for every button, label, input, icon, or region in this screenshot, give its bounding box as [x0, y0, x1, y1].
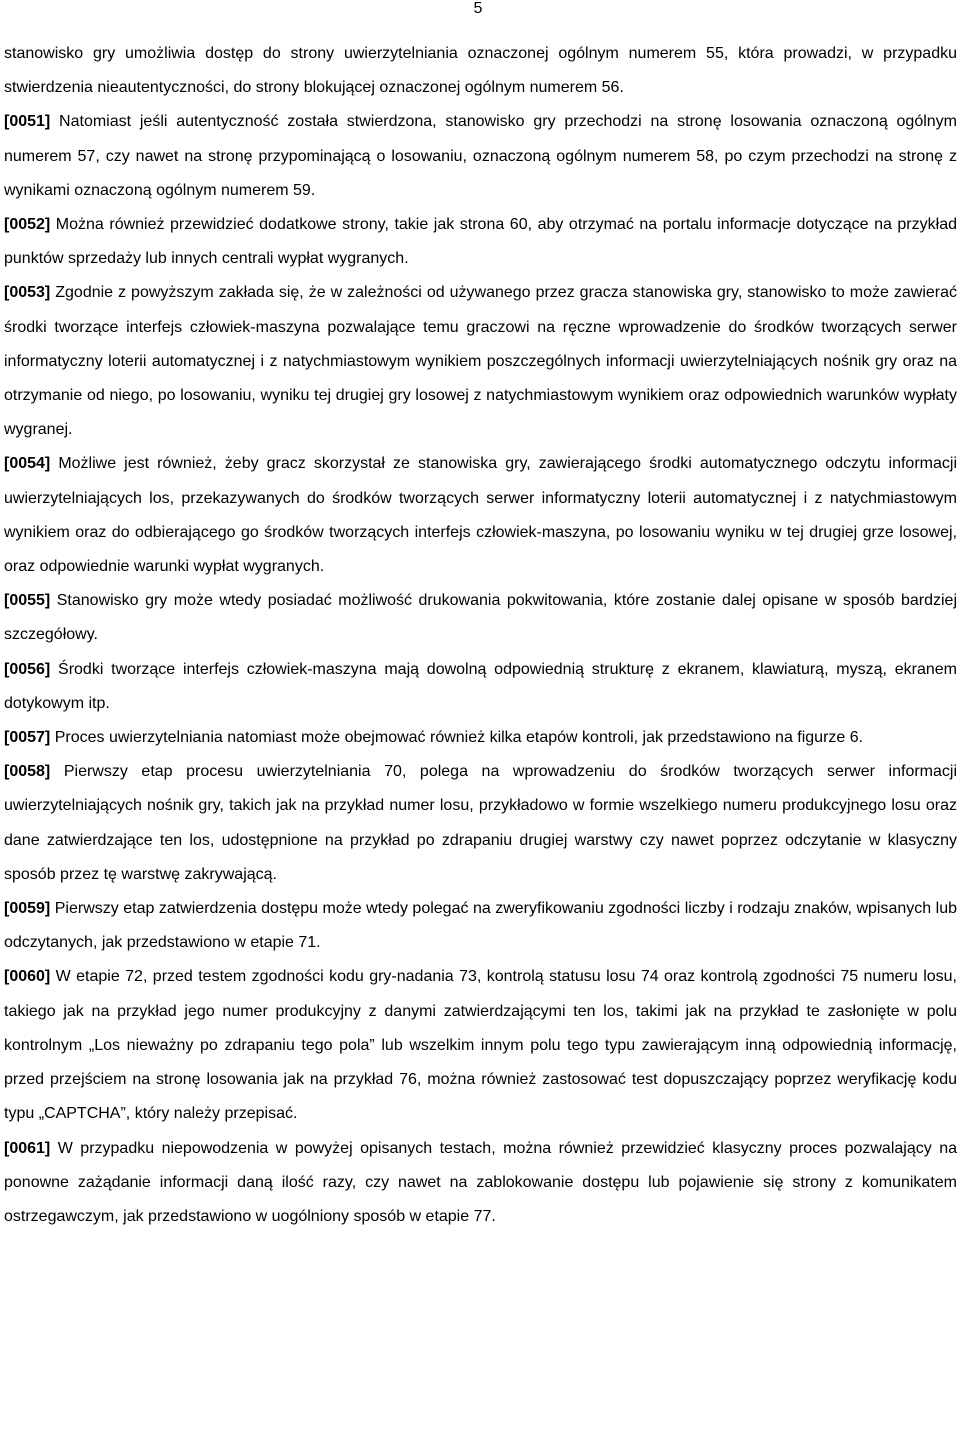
- page-number: [0, 0, 960, 18]
- paragraph-0054: [4, 447, 957, 584]
- paragraph-continuation: [4, 37, 957, 105]
- paragraph-text: Można również przewidzieć dodatkowe strony, takie jak strona 60, aby otrzymać na portalu informacje dotyczące na przykład punktów sprzedaży lub innych centrali wypłat wygranych.: [4, 216, 957, 268]
- paragraph-0056: [4, 653, 957, 721]
- paragraph-text: Pierwszy etap procesu uwierzytelniania 70, polega na wprowadzeniu do środków tworzących serwer informacji uwierzytelniających nośnik gry, takich jak na przykład numer losu, przykładowo w formie wszelkiego numeru produkcyjnego losu oraz dane zatwierdzające ten los, udostępnione na przykład po zdrapaniu drugiej warstwy czy nawet poprzez odczytanie w klasyczny sposób przez tę warstwę zakrywającą.: [4, 763, 958, 883]
- paragraph-0055: [4, 584, 957, 652]
- paragraph-text: W etapie 72, przed testem zgodności kodu gry-nadania 73, kontrolą statusu losu 74 oraz kontrolą zgodności 75 numeru losu, takiego jak na przykład jego numer produkcyjny z danymi zatwierdzającymi ten los, takimi jak na przykład te zasłonięte w polu kontrolnym „Los nieważny po zdrapaniu tego pola” lub wszelkim innym polu tego typu zawierającym inną odpowiednią informację, przed przejściem na stronę losowania jak na przykład 76, można również zastosować test dopuszczający poprzez weryfikację kodu typu „CAPTCHA”, który należy przepisać.: [4, 968, 957, 1123]
- paragraph-0057: [4, 721, 957, 755]
- paragraph-number: [0052]: [4, 216, 51, 234]
- paragraph-number: [0053]: [4, 284, 51, 302]
- paragraph-number: [0058]: [4, 763, 51, 781]
- paragraph-text: Środki tworzące interfejs człowiek-maszyna mają dowolną odpowiednią strukturę z ekranem, klawiaturą, myszą, ekranem dotykowym itp.: [4, 660, 957, 712]
- paragraph-0052: [4, 208, 957, 276]
- paragraph-number: [0056]: [4, 660, 51, 678]
- paragraph-text: Możliwe jest również, żeby gracz skorzystał ze stanowiska gry, zawierającego środki automatycznego odczytu informacji uwierzytelniających los, przekazywanych do środków tworzących serwer informatyczny loterii automatycznej i z natychmiastowym wynikiem oraz do odbierającego go środków tworzących interfejs człowiek-maszyna, po losowaniu wyniku w tej drugiej grze losowej, oraz odpowiednie warunki wypłat wygranych.: [4, 455, 957, 576]
- paragraph-0051: [4, 105, 957, 208]
- document-body: [4, 37, 957, 1234]
- paragraph-0058: [4, 755, 957, 892]
- paragraph-text: Zgodnie z powyższym zakłada się, że w zależności od używanego przez gracza stanowiska gry, stanowisko to może zawierać środki tworzące interfejs człowiek-maszyna pozwalające temu graczowi na ręczne wprowadzenie do środków tworzących serwer informatyczny loterii automatycznej i z natychmiastowym wynikiem poszczególnych informacji uwierzytelniających nośnik gry oraz na otrzymanie od niego, po losowaniu, wyniku tej drugiej gry losowej z natychmiastowym wynikiem oraz odpowiednich warunków wypłaty wygranej.: [4, 284, 958, 439]
- paragraph-0060: [4, 960, 957, 1131]
- paragraph-0053: [4, 276, 957, 447]
- paragraph-text: Pierwszy etap zatwierdzenia dostępu może wtedy polegać na zweryfikowaniu zgodności liczby i rodzaju znaków, wpisanych lub odczytanych, jak przedstawiono w etapie 71.: [4, 900, 957, 952]
- paragraph-number: [0054]: [4, 455, 51, 473]
- paragraph-text: W przypadku niepowodzenia w powyżej opisanych testach, można również przewidzieć klasyczny proces pozwalający na ponowne zażądanie informacji daną ilość razy, czy nawet na zablokowanie dostępu lub pojawienie się strony z komunikatem ostrzegawczym, jak przedstawiono w uogólniony sposób w etapie 77.: [4, 1139, 957, 1225]
- paragraph-text: Stanowisko gry może wtedy posiadać możliwość drukowania pokwitowania, które zostanie dalej opisane w sposób bardziej szczegółowy.: [4, 592, 957, 644]
- paragraph-number: [0051]: [4, 113, 51, 131]
- paragraph-number: [0060]: [4, 968, 51, 986]
- paragraph-number: [0057]: [4, 729, 51, 747]
- page-number-text: 5: [473, 0, 483, 17]
- paragraph-0061: [4, 1132, 957, 1235]
- paragraph-number: [0059]: [4, 900, 51, 918]
- paragraph-0059: [4, 892, 957, 960]
- paragraph-text: Natomiast jeśli autentyczność została stwierdzona, stanowisko gry przechodzi na stronę losowania oznaczoną ogólnym numerem 57, czy nawet na stronę przypominającą o losowaniu, oznaczoną ogólnym numerem 58, po czym przechodzi na stronę z wynikami oznaczoną ogólnym numerem 59.: [4, 113, 957, 199]
- paragraph-number: [0061]: [4, 1139, 51, 1157]
- paragraph-text: Proces uwierzytelniania natomiast może obejmować również kilka etapów kontroli, jak przedstawiono na figurze 6.: [54, 729, 864, 747]
- paragraph-text: stanowisko gry umożliwia dostęp do strony uwierzytelniania oznaczonej ogólnym numerem 55, która prowadzi, w przypadku stwierdzenia nieautentyczności, do strony blokującej oznaczonej ogólnym numerem 56.: [4, 45, 957, 97]
- paragraph-number: [0055]: [4, 592, 51, 610]
